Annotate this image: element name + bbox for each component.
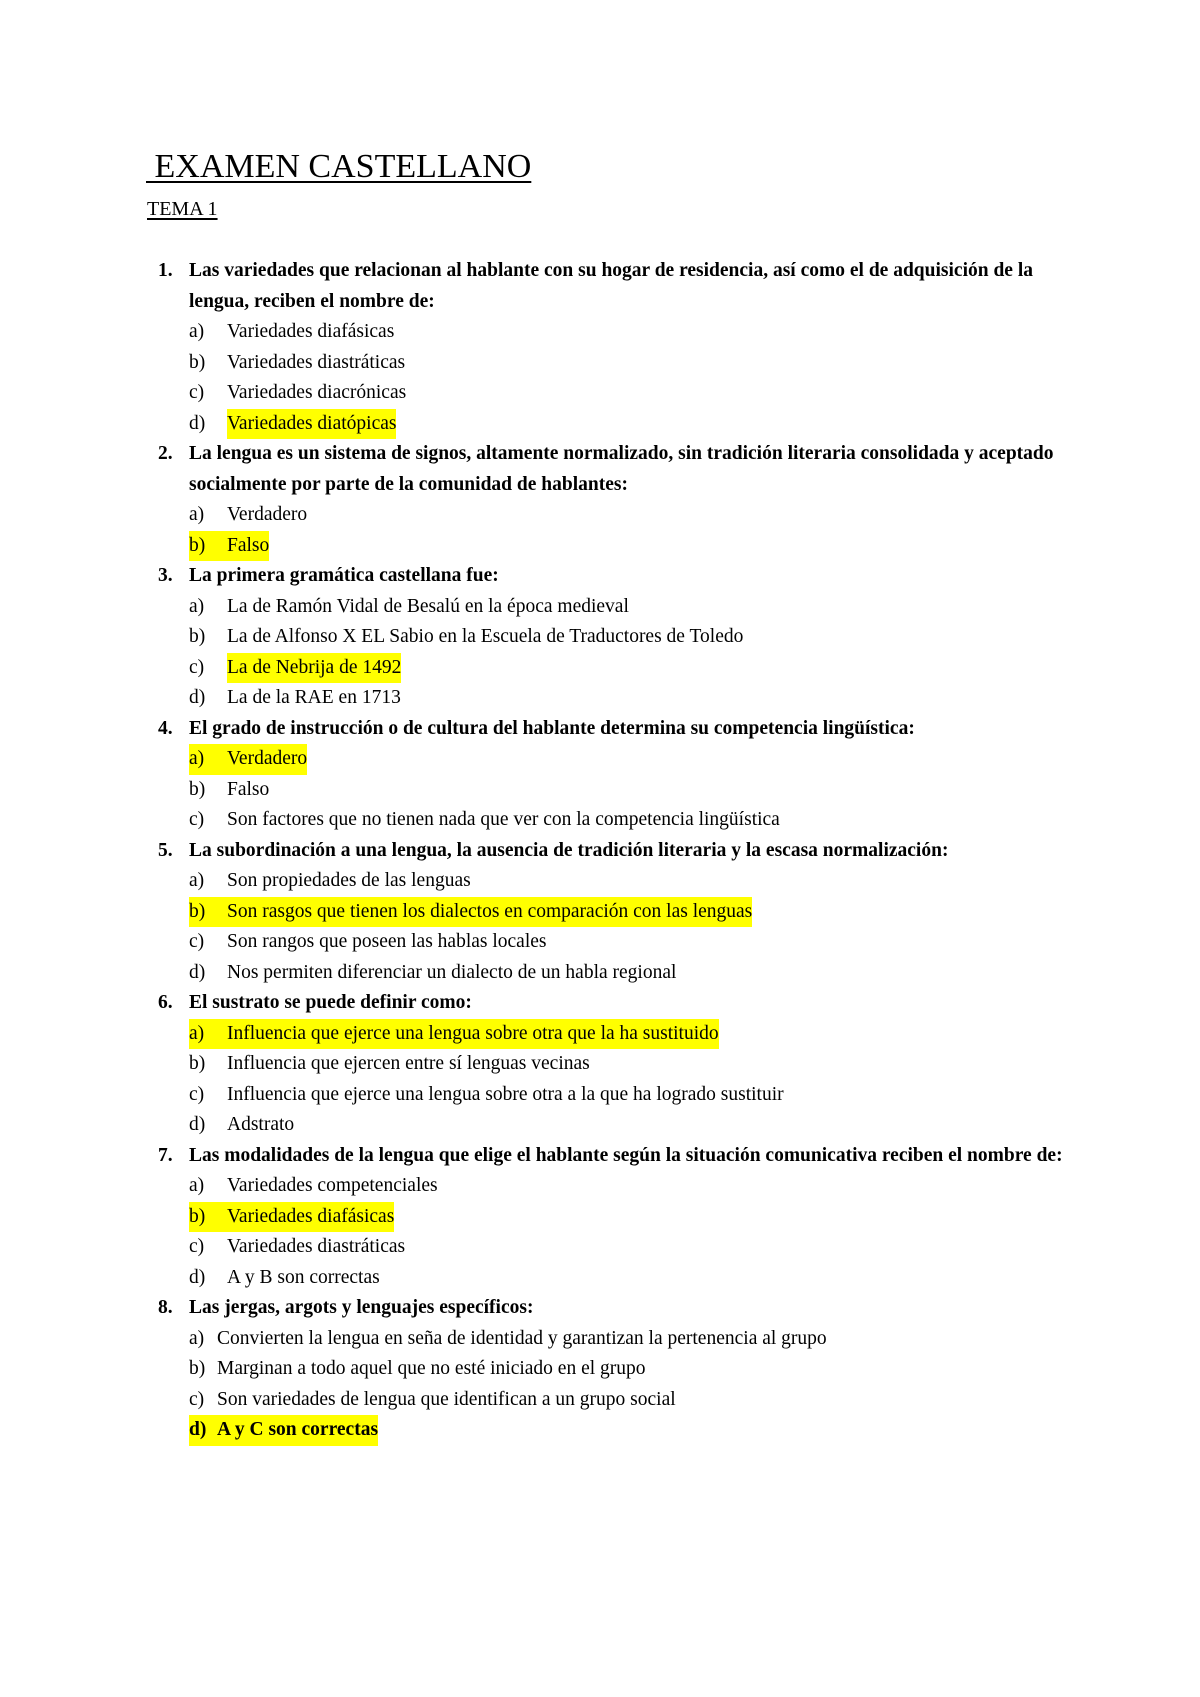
question-3 (158, 561, 1088, 592)
option-letter: c) (189, 1083, 205, 1105)
answer-highlight (189, 1019, 719, 1050)
option-7a (189, 1171, 1088, 1202)
answer-highlight (189, 1415, 378, 1446)
option-letter: d) (189, 1419, 207, 1440)
option-letter: b) (189, 1358, 206, 1379)
option-3b (189, 622, 1088, 653)
option-1d (189, 409, 1088, 440)
option-text: Variedades diastráticas (227, 351, 406, 373)
option-letter: c) (189, 1388, 205, 1410)
option-2a (189, 500, 1088, 531)
option-1c (189, 378, 1088, 409)
option-text: Adstrato (227, 1114, 295, 1135)
question-text: La primera gramática castellana fue: (189, 565, 499, 586)
option-letter: b) (189, 778, 206, 800)
option-text: Son factores que no tienen nada que ver con la competencia lingüística (227, 809, 780, 830)
question-5 (158, 836, 1088, 867)
question-text: Las modalidades de la lengua que elige el hablante según la situación comunicativa reciben el nombre de: (189, 1144, 1063, 1166)
option-text-highlighted: La de Nebrija de 1492 (227, 653, 401, 684)
option-letter: b) (189, 351, 206, 373)
option-text: Influencia que ejercen entre sí lenguas vecinas (227, 1053, 590, 1074)
option-8c (189, 1385, 1088, 1416)
option-6c (189, 1080, 1088, 1111)
option-letter: d) (189, 412, 206, 434)
option-letter: b) (189, 1053, 206, 1074)
question-4 (158, 714, 1088, 745)
option-4a (189, 744, 1088, 775)
option-letter: d) (189, 687, 206, 708)
question-list (158, 256, 1088, 1446)
option-text: Verdadero (227, 748, 308, 769)
option-letter: d) (189, 961, 206, 983)
question-number: 8. (158, 1297, 173, 1318)
option-4c (189, 805, 1088, 836)
option-letter: c) (189, 809, 205, 830)
option-letter: d) (189, 1266, 206, 1288)
question-text: Las variedades que relacionan al hablante con su hogar de residencia, así como el de adquisición de la lengua, reciben el nombre de: (189, 260, 1033, 312)
option-letter: d) (189, 1114, 206, 1135)
option-text: Influencia que ejerce una lengua sobre otra a la que ha logrado sustituir (227, 1083, 784, 1105)
option-letter: a) (189, 748, 205, 769)
answer-highlight (189, 531, 269, 562)
question-number: 3. (158, 565, 173, 586)
option-letter: b) (189, 900, 206, 922)
option-text: Son propiedades de las lenguas (227, 870, 471, 891)
question-text: El grado de instrucción o de cultura del hablante determina su competencia lingüística: (189, 717, 915, 739)
option-letter: c) (189, 931, 205, 952)
option-letter: a) (189, 870, 205, 891)
option-text: Convierten la lengua en seña de identidad y garantizan la pertenencia al grupo (217, 1327, 827, 1349)
option-text: Variedades competenciales (227, 1175, 438, 1196)
question-text: El sustrato se puede definir como: (189, 992, 472, 1013)
option-text: Variedades diastráticas (227, 1236, 406, 1257)
option-4b (189, 775, 1088, 806)
question-text: Las jergas, argots y lenguajes específicos: (189, 1297, 534, 1318)
document-title: EXAMEN CASTELLANO (146, 148, 532, 185)
option-8d (189, 1415, 1088, 1446)
section-heading: TEMA 1 (147, 198, 218, 220)
answer-highlight (189, 744, 307, 775)
option-letter: b) (189, 626, 206, 647)
option-6d (189, 1110, 1088, 1141)
option-8a (189, 1324, 1088, 1355)
question-number: 6. (158, 992, 173, 1013)
option-letter: a) (189, 1175, 205, 1196)
option-text: Falso (227, 778, 270, 800)
option-7b (189, 1202, 1088, 1233)
option-3a (189, 592, 1088, 623)
option-text: La de la RAE en 1713 (227, 687, 401, 708)
question-number: 5. (158, 839, 173, 861)
option-letter: a) (189, 504, 205, 525)
question-2 (158, 439, 1088, 500)
option-text: Influencia que ejerce una lengua sobre otra que la ha sustituido (227, 1022, 719, 1044)
option-letter: a) (189, 321, 205, 342)
option-text: Marginan a todo aquel que no esté iniciado en el grupo (217, 1358, 646, 1379)
option-text: A y B son correctas (227, 1266, 380, 1288)
option-text: Son variedades de lengua que identifican a un grupo social (217, 1388, 676, 1410)
option-text: Nos permiten diferenciar un dialecto de un habla regional (227, 961, 677, 983)
question-number: 2. (158, 443, 173, 464)
question-number: 1. (158, 260, 173, 281)
option-letter: a) (189, 1327, 205, 1349)
question-text: La subordinación a una lengua, la ausencia de tradición literaria y la escasa normalización: (189, 839, 949, 861)
option-7c (189, 1232, 1088, 1263)
option-letter: a) (189, 595, 205, 617)
option-letter: c) (189, 656, 205, 678)
option-text: Son rangos que poseen las hablas locales (227, 931, 547, 952)
question-8 (158, 1293, 1088, 1324)
question-7 (158, 1141, 1088, 1172)
option-6b (189, 1049, 1088, 1080)
question-number: 7. (158, 1144, 173, 1166)
option-5d (189, 958, 1088, 989)
option-2b (189, 531, 1088, 562)
option-text-highlighted: Variedades diatópicas (227, 409, 396, 440)
question-6 (158, 988, 1088, 1019)
option-letter: c) (189, 1236, 205, 1257)
option-text: La de Ramón Vidal de Besalú en la época medieval (227, 595, 629, 617)
option-1b (189, 348, 1088, 379)
option-text: Falso (227, 534, 270, 556)
option-text: La de Alfonso X EL Sabio en la Escuela de Traductores de Toledo (227, 626, 744, 647)
option-5c (189, 927, 1088, 958)
question-number: 4. (158, 717, 173, 739)
question-text: La lengua es un sistema de signos, altamente normalizado, sin tradición literaria consolidada y aceptado socialmente por parte de la comunidad de hablantes: (189, 443, 1054, 495)
option-letter: b) (189, 534, 206, 556)
answer-highlight (189, 1202, 394, 1233)
option-letter: a) (189, 1022, 205, 1044)
answer-highlight (189, 897, 752, 928)
option-text: Variedades diafásicas (227, 1205, 395, 1227)
option-3d (189, 683, 1088, 714)
question-1 (158, 256, 1088, 317)
option-text: Variedades diafásicas (227, 321, 395, 342)
option-letter: c) (189, 382, 205, 403)
option-text: Variedades diacrónicas (227, 382, 407, 403)
option-letter: b) (189, 1205, 206, 1227)
option-5b (189, 897, 1088, 928)
option-7d (189, 1263, 1088, 1294)
option-8b (189, 1354, 1088, 1385)
option-1a (189, 317, 1088, 348)
option-text: Son rasgos que tienen los dialectos en comparación con las lenguas (227, 900, 753, 922)
option-text: Verdadero (227, 504, 308, 525)
option-3c (189, 653, 1088, 684)
option-text: A y C son correctas (217, 1419, 379, 1440)
option-5a (189, 866, 1088, 897)
option-6a (189, 1019, 1088, 1050)
